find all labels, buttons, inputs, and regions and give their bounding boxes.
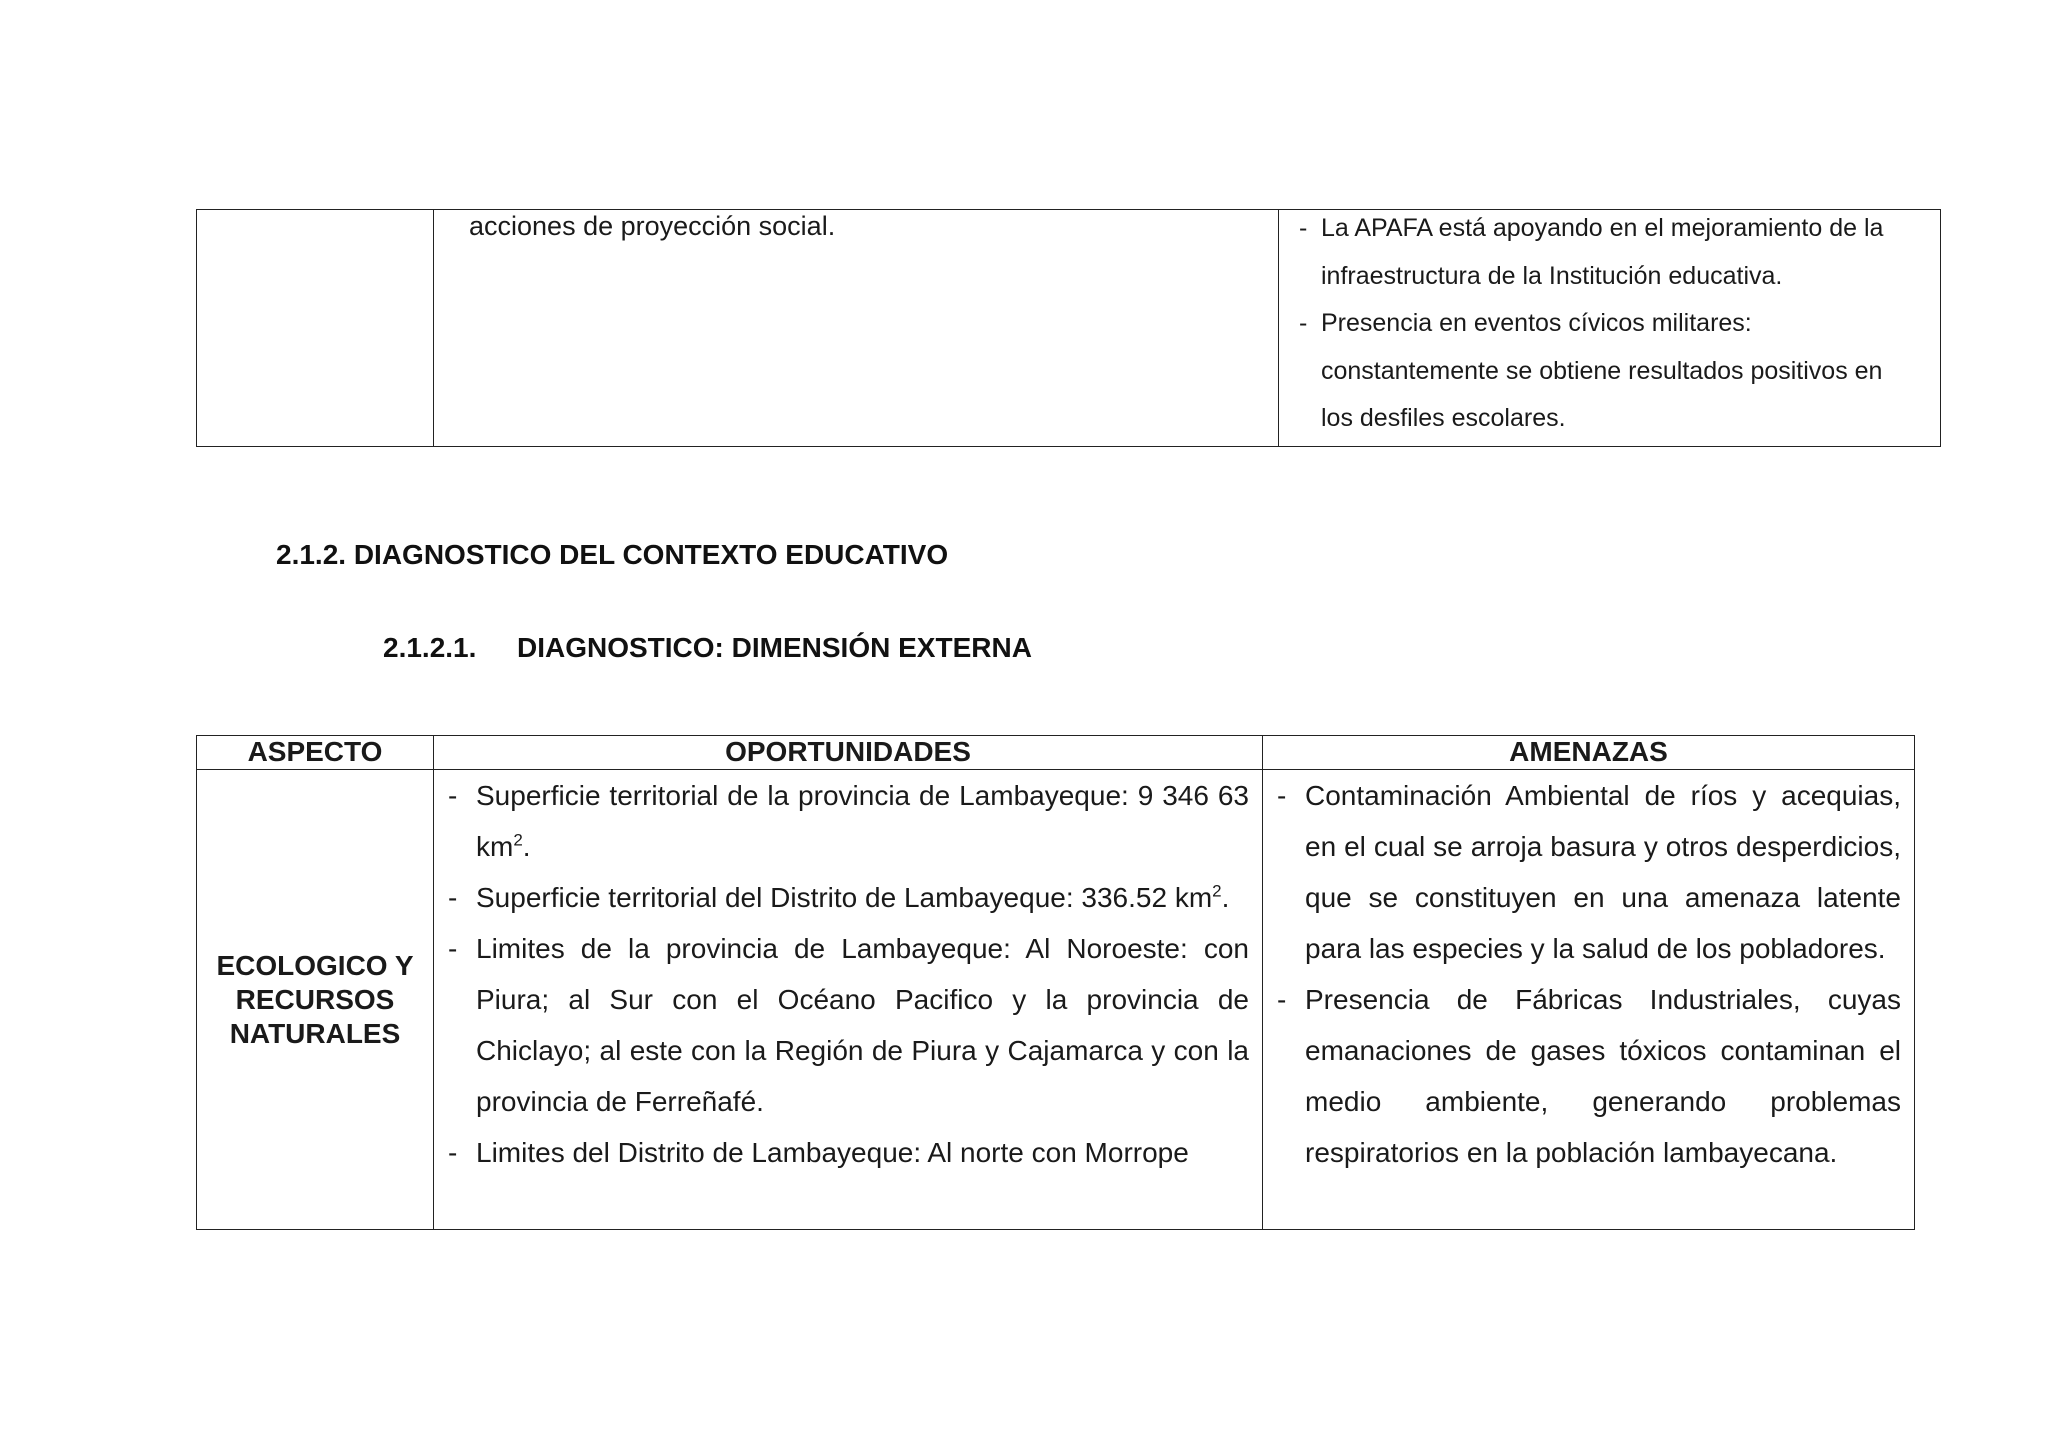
continuation-list-cell (1279, 210, 1941, 447)
amenaza-item: - Contaminación Ambiental de ríos y acequias, en el cual se arroja basura y otros desperdicios, que se constituyen en una amenaza latente para las especies y la salud de los pobladores. (1277, 770, 1901, 974)
superscript: 2 (513, 830, 523, 850)
oportunidad-item: - Superficie territorial del Distrito de Lambayeque: 336.52 $km^2$. (448, 872, 1249, 923)
amenazas-list (1263, 770, 1914, 1178)
oportunidades-list (434, 770, 1262, 1178)
subsection-heading (383, 632, 1032, 664)
aspect-line: NATURALES (229, 1017, 401, 1049)
aspect-line: RECURSOS (235, 983, 395, 1015)
list-item: - La APAFA está apoyando en el mejoramiento de la infraestructura de la Institución educativa. (1299, 205, 1920, 300)
oportunidad-item: - Superficie territorial de la provincia de Lambayeque: 9 346 63 $km^2$. (448, 770, 1249, 872)
continuation-list (1279, 205, 1940, 443)
aspect-cell (197, 770, 434, 1230)
amenaza-item: - Presencia de Fábricas Industriales, cuyas emanaciones de gases tóxicos contaminan el medio ambiente, generando problemas respiratorios en la población lambayecana. (1277, 974, 1901, 1178)
oportunidades-cell (434, 770, 1263, 1230)
empty-aspect-cell (197, 210, 434, 447)
section-heading: 2.1.2. DIAGNOSTICO DEL CONTEXTO EDUCATIVO (276, 539, 949, 570)
oportunidad-item: - Limites de la provincia de Lambayeque: Al Noroeste: con Piura; al Sur con el Océano Pacifico y la provincia de Chiclayo; al este con la Región de Piura y Cajamarca y con la provincia de Ferreñafé. (448, 923, 1249, 1127)
continuation-cell (434, 210, 1279, 447)
list-item: - Presencia en eventos cívicos militares: constantemente se obtiene resultados positivos en los desfiles escolares. (1299, 300, 1920, 443)
header-aspecto: ASPECTO (197, 736, 434, 770)
amenazas-cell (1263, 770, 1915, 1230)
diagnostic-table (196, 735, 1915, 1230)
continuation-text: acciones de proyección social. (469, 211, 836, 241)
superscript: 2 (1212, 881, 1222, 901)
header-amenazas: AMENAZAS (1263, 736, 1915, 770)
aspect-line: ECOLOGICO Y (216, 949, 414, 981)
subsection-number: 2.1.2.1. (383, 632, 477, 663)
oportunidad-item: - Limites del Distrito de Lambayeque: Al norte con Morrope (448, 1127, 1249, 1178)
continuation-table (196, 209, 1941, 447)
header-oportunidades: OPORTUNIDADES (434, 736, 1263, 770)
subsection-title: DIAGNOSTICO: DIMENSIÓN EXTERNA (517, 632, 1032, 663)
